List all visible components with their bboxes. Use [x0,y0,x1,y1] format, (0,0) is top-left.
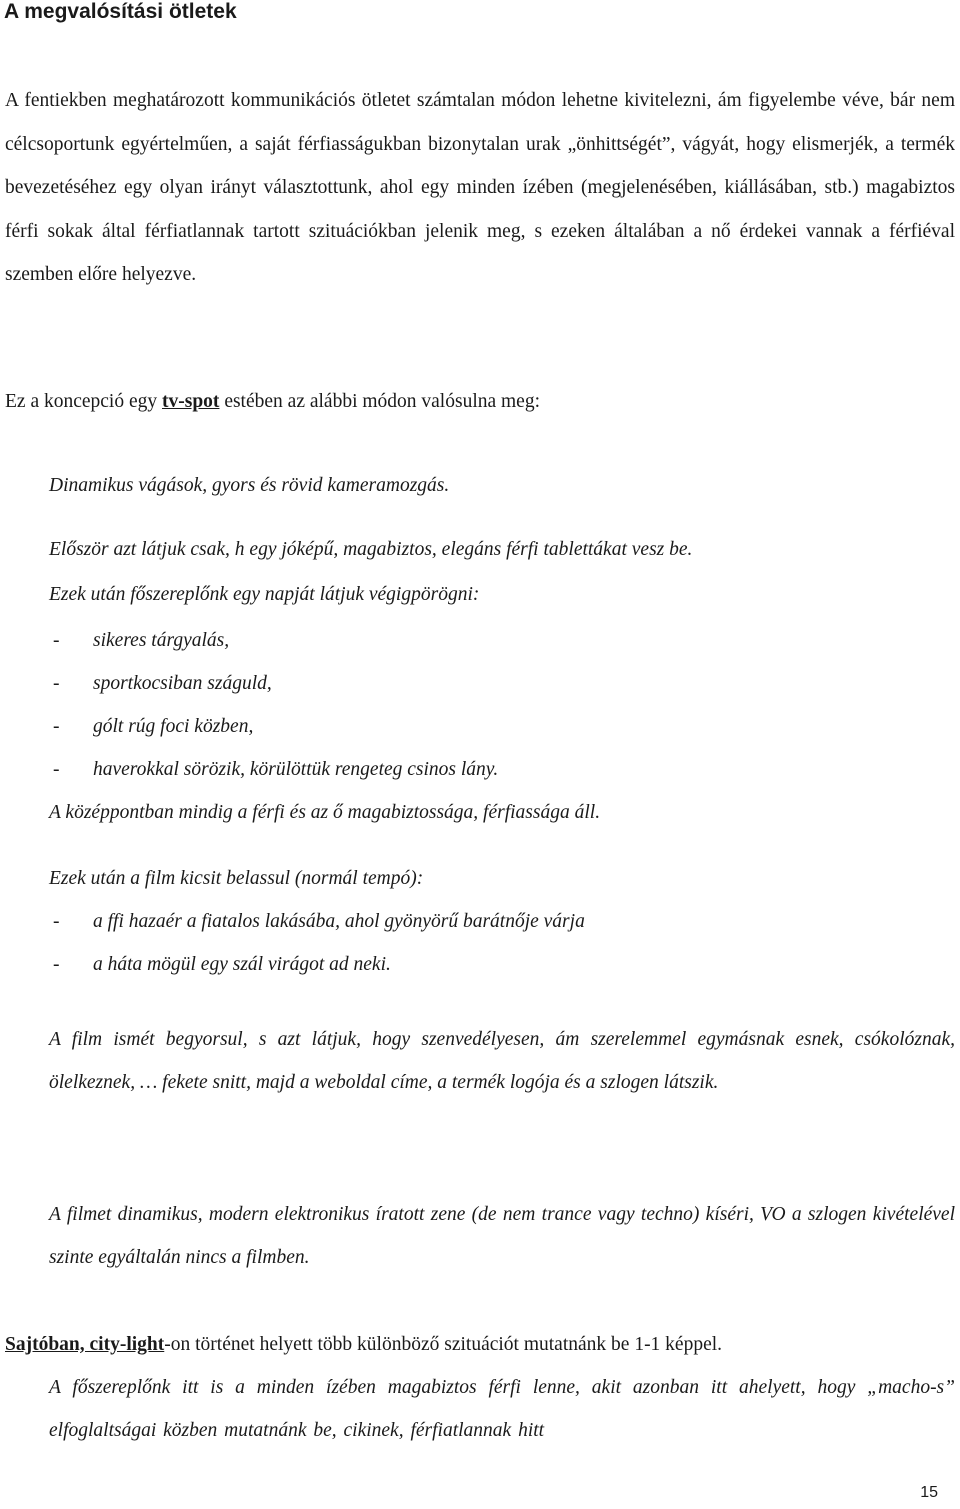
press-text-after: -on történet helyett több különböző szituációt mutatnánk be 1-1 képpel. [164,1334,723,1355]
script-line-5 [49,868,955,890]
music-paragraph: A filmet dinamikus, modern elektronikus íratott zene (de nem trance vagy techno) kíséri, VO a szlogen kivételével szinte egyáltalán nincs a filmben. [49,1204,955,1268]
press-sentence [5,1330,955,1360]
script-line-2-text: Először azt látjuk csak, h egy jóképű, magabiztos, elegáns férfi tablettákat vesz be. [49,539,693,560]
press-term: Sajtóban, city-light [5,1334,165,1355]
list-dash: - [53,954,60,975]
page-number: 15 [920,1484,938,1501]
concept-sentence [5,387,955,417]
script-line-3-text: Ezek után főszereplőnk egy napját látjuk végigpörögni: [49,584,480,605]
concept-text-after: estében az alábbi módon valósulna meg: [219,391,541,412]
list-item-text: a ffi hazaér a fiatalos lakásába, ahol gyönyörű barátnője várja [93,911,585,932]
film-paragraph: A film ismét begyorsul, s azt látjuk, hogy szenvedélyesen, ám szerelemmel egymásnak esnek, csókolóznak, ölelkeznek, … fekete snitt, majd a weboldal címe, a termék logója és a szlogen látszik. [49,1029,955,1093]
list-dash: - [53,759,60,780]
list-item-text: sportkocsiban száguld, [93,673,272,694]
intro-paragraph: A fentiekben meghatározott kommunikációs ötletet számtalan módon lehetne kivitelezni, ám figyelembe véve, bár nem célcsoportunk egyértelműen, a saját férfiasságukban bizonytalan urak „önhittségét”, vágyát, hogy elismerjék, a termék bevezetéséhez egy olyan irányt választottunk, ahol egy minden ízében (megjelenésében, kiállásában, stb.) magabiztos férfi sokak által férfiatlannak tartott szituációkban jelenik meg, s ezeken általában a nő érdekei vannak a férfiéval szemben előre helyezve. [5,90,955,286]
concept-text-before: Ez a koncepció egy [5,391,163,412]
list-dash: - [53,630,60,651]
script-line-2 [49,539,955,561]
list-item-text: a háta mögül egy szál virágot ad neki. [93,954,391,975]
list-dash: - [53,673,60,694]
script-line-4 [49,802,955,824]
script-line-4-text: A középpontban mindig a férfi és az ő magabiztossága, férfiassága áll. [49,802,601,823]
list-item-text: gólt rúg foci közben, [93,716,254,737]
tv-spot-term: tv-spot [162,391,220,412]
script-line-1 [49,475,955,497]
list-dash: - [53,716,60,737]
list-dash: - [53,911,60,932]
list-item-text: sikeres tárgyalás, [93,630,230,651]
section-heading: A megvalósítási ötletek [4,0,237,23]
press-italic-paragraph: A főszereplőnk itt is a minden ízében magabiztos férfi lenne, akit azonban itt ahelyett, hogy „macho-s” elfoglaltságai közben mutatnánk be, cikinek, férfiatlannak hitt [49,1377,955,1441]
script-line-3 [49,584,955,606]
script-line-1-text: Dinamikus vágások, gyors és rövid kameramozgás. [49,475,450,496]
script-line-5-text: Ezek után a film kicsit belassul (normál tempó): [49,868,424,889]
list-item-text: haverokkal sörözik, körülöttük rengeteg csinos lány. [93,759,499,780]
